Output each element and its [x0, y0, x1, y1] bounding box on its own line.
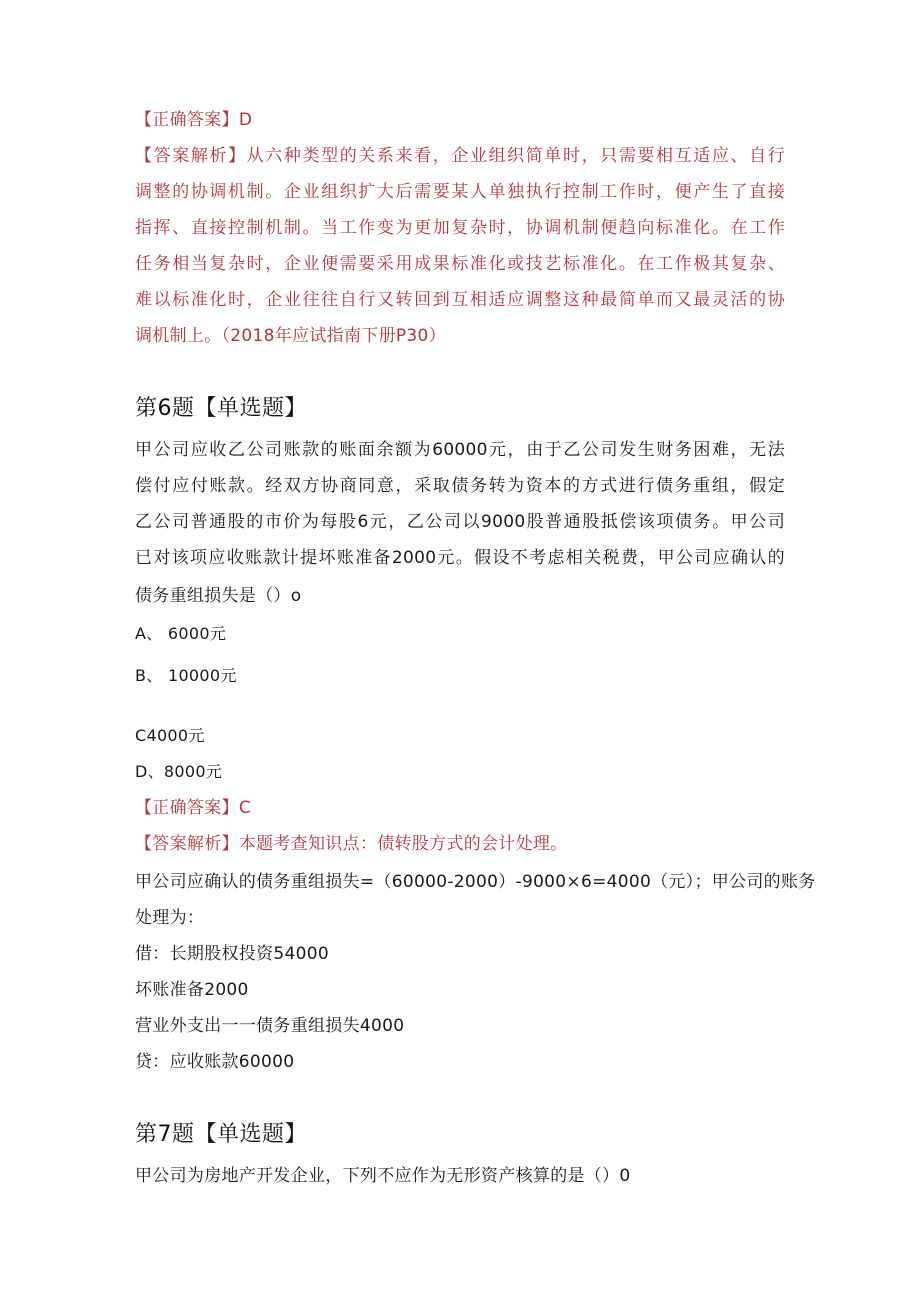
q5-analysis-line-1	[135, 146, 785, 166]
q6-calc-line-2: 处理为：	[135, 908, 205, 928]
q6-analysis-text: 本题考查知识点：债转股方式的会计处理。	[238, 834, 568, 854]
q5-analysis-line-3: 指挥、直接控制机制。当工作变为更加复杂时，协调机制便趋向标准化。在工作	[135, 218, 785, 238]
q6-stem-line-1: 甲公司应收乙公司账款的账面余额为60000元，由于乙公司发生财务困难，无法	[135, 440, 785, 460]
q6-journal-debit-1: 借：长期股权投资54000	[135, 944, 329, 964]
q6-stem-line-5: 债务重组损失是（）o	[135, 586, 302, 606]
q6-option-c: C4000元	[135, 726, 205, 745]
q7-stem-line-1: 甲公司为房地产开发企业，下列不应作为无形资产核算的是（）0	[135, 1166, 631, 1186]
q6-option-a: A、 6000元	[135, 624, 227, 643]
q6-stem-line-3: 乙公司普通股的市价为每股6元，乙公司以9000股普通股抵偿该项债务。甲公司	[135, 512, 785, 532]
q6-option-d: D、8000元	[135, 762, 223, 781]
q5-analysis-line-4: 任务相当复杂时，企业便需要采用成果标准化或技艺标准化。在工作极其复杂、	[135, 254, 785, 274]
q6-analysis-line	[135, 834, 568, 854]
q6-heading: 第6题【单选题】	[135, 396, 307, 421]
q6-analysis-tag: 【答案解析】	[135, 834, 239, 854]
q5-answer-tag: 【正确答案】	[135, 110, 239, 130]
q7-heading: 第7题【单选题】	[135, 1122, 307, 1147]
q6-calc-line-1: 甲公司应确认的债务重组损失=（60000-2000）-9000×6=4000（元）；甲公司的账务	[135, 872, 816, 892]
q5-analysis-tag: 【答案解析】	[135, 146, 247, 166]
q6-answer-tag: 【正确答案】	[135, 798, 239, 818]
q5-analysis-line-5: 难以标准化时，企业往往自行又转回到互相适应调整这种最简单而又最灵活的协	[135, 290, 785, 310]
q5-analysis-line-2: 调整的协调机制。企业组织扩大后需要某人单独执行控制工作时，便产生了直接	[135, 182, 785, 202]
q6-answer-line	[135, 798, 251, 818]
q6-stem-line-2: 偿付应付账款。经双方协商同意，采取债务转为资本的方式进行债务重组，假定	[135, 476, 785, 496]
q6-journal-debit-3: 营业外支出一一债务重组损失4000	[135, 1016, 405, 1036]
q6-journal-debit-2: 坏账准备2000	[135, 980, 249, 1000]
q5-answer-line	[135, 110, 252, 130]
q6-option-b: B、 10000元	[135, 666, 237, 685]
q5-answer-value: D	[238, 110, 253, 130]
q6-journal-credit: 贷：应收账款60000	[135, 1052, 295, 1072]
q5-analysis-text-1: 从六种类型的关系来看，企业组织简单时，只需要相互适应、自行	[246, 146, 785, 166]
q6-stem-line-4: 已对该项应收账款计提坏账准备2000元。假设不考虑相关税费，甲公司应确认的	[135, 548, 785, 568]
q6-answer-value: C	[238, 798, 251, 818]
q5-analysis-line-6: 调机制上。（2018年应试指南下册P30）	[135, 326, 446, 346]
